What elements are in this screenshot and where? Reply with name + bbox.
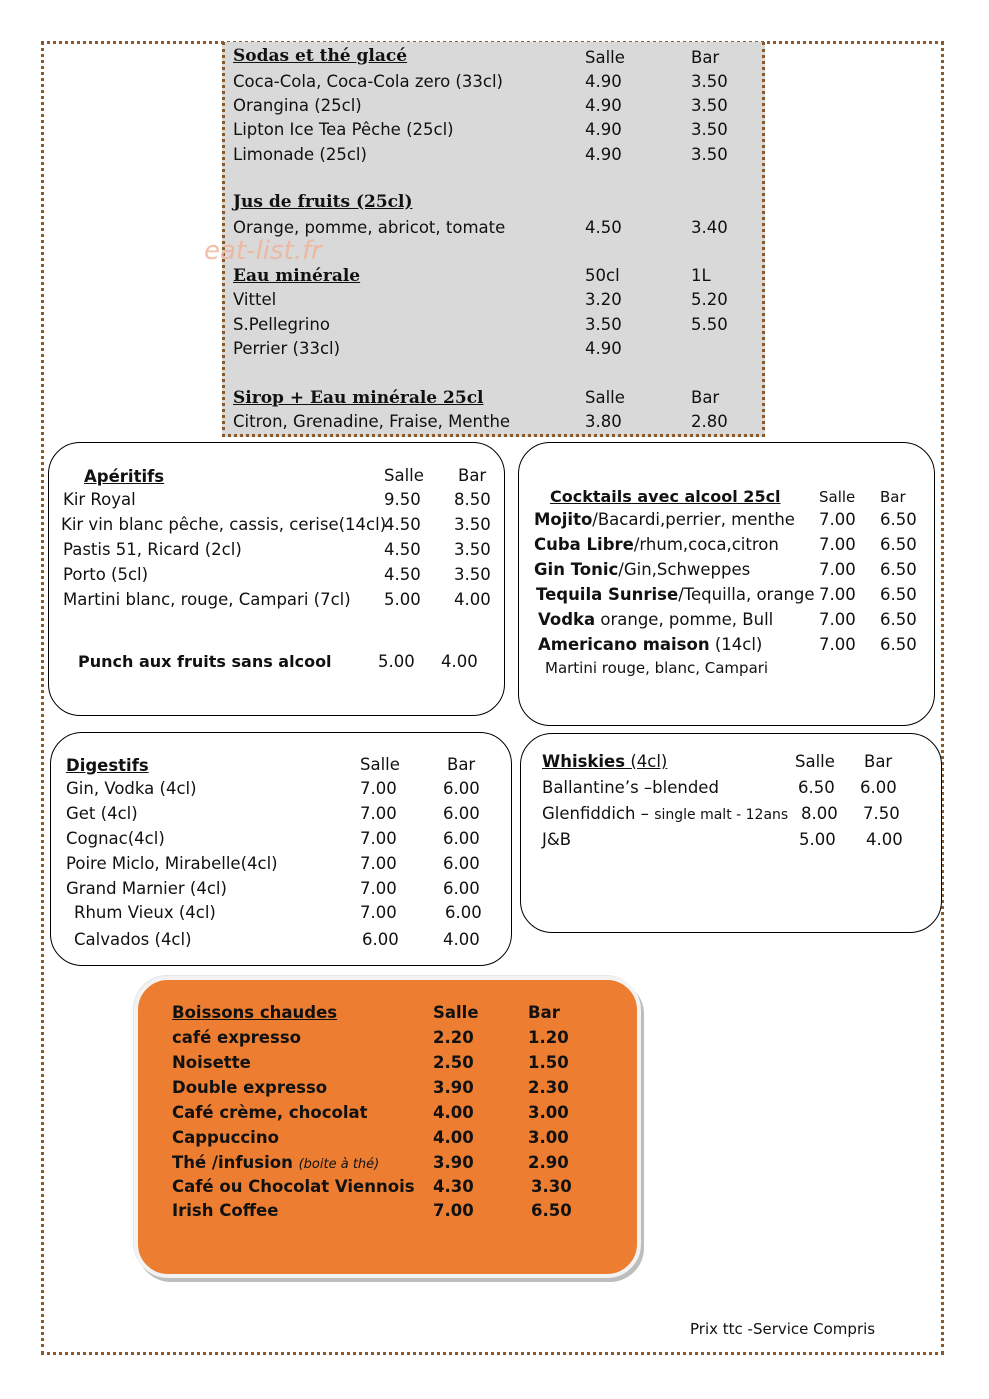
digestif-item-name: Gin, Vodka (4cl) bbox=[66, 779, 197, 798]
eau-title: Eau minérale bbox=[233, 266, 361, 286]
whisky-item bbox=[542, 778, 719, 799]
aperitif-item-salle: 9.50 bbox=[384, 490, 421, 509]
sirop-col-bar: Bar bbox=[691, 388, 720, 407]
chaude-item-name: Noisette bbox=[172, 1053, 251, 1072]
cocktail-item-bar: 6.50 bbox=[880, 585, 917, 604]
sodas-title: Sodas et thé glacé bbox=[233, 46, 408, 66]
whisky-item-salle: 5.00 bbox=[799, 830, 836, 849]
aperitif-item-bar: 4.00 bbox=[454, 590, 491, 609]
digestif-item-bar: 6.00 bbox=[445, 903, 482, 922]
eau-col-1l: 1L bbox=[691, 266, 711, 285]
chaude-item-bar: 3.00 bbox=[528, 1103, 569, 1122]
digestif-item-bar: 6.00 bbox=[443, 879, 480, 898]
punch-bar: 4.00 bbox=[441, 652, 478, 671]
cocktail-item-salle: 7.00 bbox=[819, 610, 856, 629]
cocktail-item bbox=[538, 610, 773, 630]
sirop-col-salle: Salle bbox=[585, 388, 625, 407]
sodas-item-bar: 3.50 bbox=[691, 96, 728, 115]
chaudes-title: Boissons chaudes bbox=[172, 1003, 338, 1022]
punch-salle: 5.00 bbox=[378, 652, 415, 671]
cocktail-item bbox=[538, 635, 762, 655]
sodas-item-salle: 4.90 bbox=[585, 72, 622, 91]
cocktail-item-salle: 7.00 bbox=[819, 585, 856, 604]
eau-item-name: Perrier (33cl) bbox=[233, 339, 341, 358]
sodas-item-salle: 4.90 bbox=[585, 145, 622, 164]
cocktail-item-bar: 6.50 bbox=[880, 510, 917, 529]
aperitif-item-name: Kir vin blanc pêche, cassis, cerise(14cl) bbox=[61, 515, 387, 534]
chaude-item-salle: 4.30 bbox=[433, 1177, 474, 1196]
cocktails-title: Cocktails avec alcool 25cl bbox=[550, 487, 781, 506]
digestif-item-salle: 7.00 bbox=[360, 903, 397, 922]
aperitif-item-bar: 8.50 bbox=[454, 490, 491, 509]
eau-item-name: S.Pellegrino bbox=[233, 315, 330, 334]
footer-note: Prix ttc -Service Compris bbox=[690, 1320, 876, 1338]
chaude-item-name: Café ou Chocolat Viennois bbox=[172, 1177, 415, 1196]
cocktail-item-bar: 6.50 bbox=[880, 610, 917, 629]
punch-name: Punch aux fruits sans alcool bbox=[78, 652, 332, 671]
whisky-item-name: J&B bbox=[542, 830, 572, 849]
digestif-item-bar: 6.00 bbox=[443, 779, 480, 798]
cocktail-item-salle: 7.00 bbox=[819, 535, 856, 554]
cocktail-item bbox=[534, 535, 779, 555]
aperitifs-col-salle: Salle bbox=[384, 466, 424, 485]
chaude-item-bar: 1.20 bbox=[528, 1028, 569, 1047]
sodas-item-salle: 4.90 bbox=[585, 120, 622, 139]
chaude-item-name: Double expresso bbox=[172, 1078, 328, 1097]
cocktail-item-name: Cuba Libre bbox=[534, 535, 634, 554]
whisky-item bbox=[542, 830, 571, 851]
whiskies-col-bar: Bar bbox=[864, 752, 893, 771]
cocktail-item-name: Tequila Sunrise bbox=[536, 585, 679, 604]
cocktail-item bbox=[534, 560, 750, 580]
chaude-item-salle: 3.90 bbox=[433, 1153, 474, 1172]
digestif-item-salle: 7.00 bbox=[360, 804, 397, 823]
eau-item-name: Vittel bbox=[233, 290, 277, 309]
digestif-item-name: Get (4cl) bbox=[66, 804, 138, 823]
cocktails-col-salle: Salle bbox=[819, 488, 856, 506]
chaude-item-bar: 2.90 bbox=[528, 1153, 569, 1172]
digestif-item-salle: 7.00 bbox=[360, 779, 397, 798]
chaude-item-name: Café crème, chocolat bbox=[172, 1103, 368, 1122]
aperitif-item-name: Pastis 51, Ricard (2cl) bbox=[63, 540, 242, 559]
jus-title: Jus de fruits (25cl) bbox=[233, 192, 413, 212]
cocktail-item-desc: /Bacardi,perrier, menthe bbox=[592, 510, 795, 529]
chaude-item-name: Irish Coffee bbox=[172, 1201, 279, 1220]
chaude-item-salle: 2.50 bbox=[433, 1053, 474, 1072]
chaude-item-bar: 3.30 bbox=[531, 1177, 572, 1196]
sirop-title: Sirop + Eau minérale 25cl bbox=[233, 388, 484, 408]
chaude-item-bar: 3.00 bbox=[528, 1128, 569, 1147]
aperitif-item-name: Kir Royal bbox=[63, 490, 136, 509]
chaude-item bbox=[172, 1153, 379, 1175]
cocktails-note: Martini rouge, blanc, Campari bbox=[545, 659, 769, 677]
eau-item-salle: 4.90 bbox=[585, 339, 622, 358]
whisky-item-bar: 6.00 bbox=[860, 778, 897, 797]
digestifs-col-bar: Bar bbox=[447, 755, 476, 774]
aperitif-item-salle: 4.50 bbox=[384, 565, 421, 584]
chaude-item-bar: 2.30 bbox=[528, 1078, 569, 1097]
whiskies-heading bbox=[542, 752, 667, 772]
digestifs-col-salle: Salle bbox=[360, 755, 400, 774]
eau-col-50cl: 50cl bbox=[585, 266, 620, 285]
jus-item-salle: 4.50 bbox=[585, 218, 622, 237]
aperitif-item-salle: 4.50 bbox=[384, 540, 421, 559]
digestif-item-bar: 6.00 bbox=[443, 854, 480, 873]
digestif-item-salle: 7.00 bbox=[360, 879, 397, 898]
whisky-item bbox=[542, 804, 788, 825]
sirop-item-name: Citron, Grenadine, Fraise, Menthe bbox=[233, 412, 511, 431]
whiskies-col-salle: Salle bbox=[795, 752, 835, 771]
sirop-item-bar: 2.80 bbox=[691, 412, 728, 431]
cocktail-item bbox=[534, 510, 795, 530]
eau-item-salle: 3.20 bbox=[585, 290, 622, 309]
cocktail-item-bar: 6.50 bbox=[880, 535, 917, 554]
cocktail-item-name: Mojito bbox=[534, 510, 593, 529]
aperitif-item-salle: 4.50 bbox=[384, 515, 421, 534]
digestif-item-bar: 4.00 bbox=[443, 930, 480, 949]
jus-item-bar: 3.40 bbox=[691, 218, 728, 237]
cocktails-col-bar: Bar bbox=[880, 488, 906, 506]
cocktail-item-desc: /Tequilla, orange bbox=[678, 585, 815, 604]
digestifs-title: Digestifs bbox=[66, 756, 149, 775]
aperitif-item-bar: 3.50 bbox=[454, 540, 491, 559]
sodas-item-name: Coca-Cola, Coca-Cola zero (33cl) bbox=[233, 72, 503, 91]
aperitif-item-name: Martini blanc, rouge, Campari (7cl) bbox=[63, 590, 351, 609]
cocktail-item bbox=[536, 585, 815, 605]
digestif-item-name: Calvados (4cl) bbox=[74, 930, 192, 949]
chaude-item-salle: 2.20 bbox=[433, 1028, 474, 1047]
whisky-item-name: Glenfiddich – bbox=[542, 804, 655, 823]
digestif-item-salle: 7.00 bbox=[360, 829, 397, 848]
sodas-item-name: Lipton Ice Tea Pêche (25cl) bbox=[233, 120, 454, 139]
sodas-col-salle: Salle bbox=[585, 48, 625, 67]
digestif-item-bar: 6.00 bbox=[443, 804, 480, 823]
whisky-item-bar: 4.00 bbox=[866, 830, 903, 849]
digestif-item-name: Poire Miclo, Mirabelle(4cl) bbox=[66, 854, 278, 873]
aperitif-item-name: Porto (5cl) bbox=[63, 565, 149, 584]
digestif-item-salle: 6.00 bbox=[362, 930, 399, 949]
whisky-item-desc: single malt - 12ans bbox=[654, 807, 789, 823]
cocktail-item-bar: 6.50 bbox=[880, 560, 917, 579]
sodas-item-name: Orangina (25cl) bbox=[233, 96, 362, 115]
chaude-item-name: Cappuccino bbox=[172, 1128, 279, 1147]
digestif-item-salle: 7.00 bbox=[360, 854, 397, 873]
sirop-item-salle: 3.80 bbox=[585, 412, 622, 431]
cocktail-item-bar: 6.50 bbox=[880, 635, 917, 654]
digestif-item-name: Rhum Vieux (4cl) bbox=[74, 903, 216, 922]
sodas-col-bar: Bar bbox=[691, 48, 720, 67]
whisky-item-bar: 7.50 bbox=[863, 804, 900, 823]
jus-item-name: Orange, pomme, abricot, tomate bbox=[233, 218, 506, 237]
sodas-item-bar: 3.50 bbox=[691, 145, 728, 164]
chaudes-col-salle: Salle bbox=[433, 1003, 479, 1022]
cocktail-item-desc: /rhum,coca,citron bbox=[633, 535, 779, 554]
digestif-item-bar: 6.00 bbox=[443, 829, 480, 848]
whisky-item-salle: 8.00 bbox=[801, 804, 838, 823]
cocktail-item-salle: 7.00 bbox=[819, 560, 856, 579]
chaude-item-salle: 3.90 bbox=[433, 1078, 474, 1097]
eau-item-bar: 5.50 bbox=[691, 315, 728, 334]
digestif-item-name: Cognac(4cl) bbox=[66, 829, 165, 848]
eau-item-salle: 3.50 bbox=[585, 315, 622, 334]
aperitifs-col-bar: Bar bbox=[458, 466, 487, 485]
whisky-item-salle: 6.50 bbox=[798, 778, 835, 797]
cocktail-item-name: Vodka bbox=[538, 610, 596, 629]
chaude-item-bar: 6.50 bbox=[531, 1201, 572, 1220]
aperitif-item-bar: 3.50 bbox=[454, 515, 491, 534]
chaude-item-salle: 4.00 bbox=[433, 1128, 474, 1147]
whiskies-title: Whiskies bbox=[542, 752, 626, 771]
aperitif-item-salle: 5.00 bbox=[384, 590, 421, 609]
sodas-item-name: Limonade (25cl) bbox=[233, 145, 367, 164]
whiskies-title-suffix: (4cl) bbox=[625, 752, 668, 771]
digestif-item-name: Grand Marnier (4cl) bbox=[66, 879, 227, 898]
sodas-item-bar: 3.50 bbox=[691, 120, 728, 139]
cocktail-item-desc: /Gin,Schweppes bbox=[618, 560, 751, 579]
cocktail-item-salle: 7.00 bbox=[819, 510, 856, 529]
aperitifs-title: Apéritifs bbox=[84, 467, 165, 486]
chaude-item-name: café expresso bbox=[172, 1028, 301, 1047]
chaude-item-salle: 7.00 bbox=[433, 1201, 474, 1220]
chaude-item-note: (boite à thé) bbox=[298, 1157, 380, 1172]
eau-item-bar: 5.20 bbox=[691, 290, 728, 309]
chaudes-col-bar: Bar bbox=[528, 1003, 560, 1022]
watermark-logo: eat-list.fr bbox=[204, 236, 322, 266]
sodas-item-salle: 4.90 bbox=[585, 96, 622, 115]
cocktail-item-name: Americano maison bbox=[538, 635, 710, 654]
aperitif-item-bar: 3.50 bbox=[454, 565, 491, 584]
chaude-item-name: Thé /infusion bbox=[172, 1153, 299, 1172]
cocktail-item-salle: 7.00 bbox=[819, 635, 856, 654]
cocktail-item-desc: orange, pomme, Bull bbox=[595, 610, 774, 629]
sodas-item-bar: 3.50 bbox=[691, 72, 728, 91]
whisky-item-name: Ballantine’s –blended bbox=[542, 778, 719, 797]
cocktails-panel bbox=[518, 442, 935, 726]
cocktail-item-name: Gin Tonic bbox=[534, 560, 619, 579]
chaude-item-bar: 1.50 bbox=[528, 1053, 569, 1072]
cocktail-item-desc: (14cl) bbox=[709, 635, 763, 654]
chaude-item-salle: 4.00 bbox=[433, 1103, 474, 1122]
